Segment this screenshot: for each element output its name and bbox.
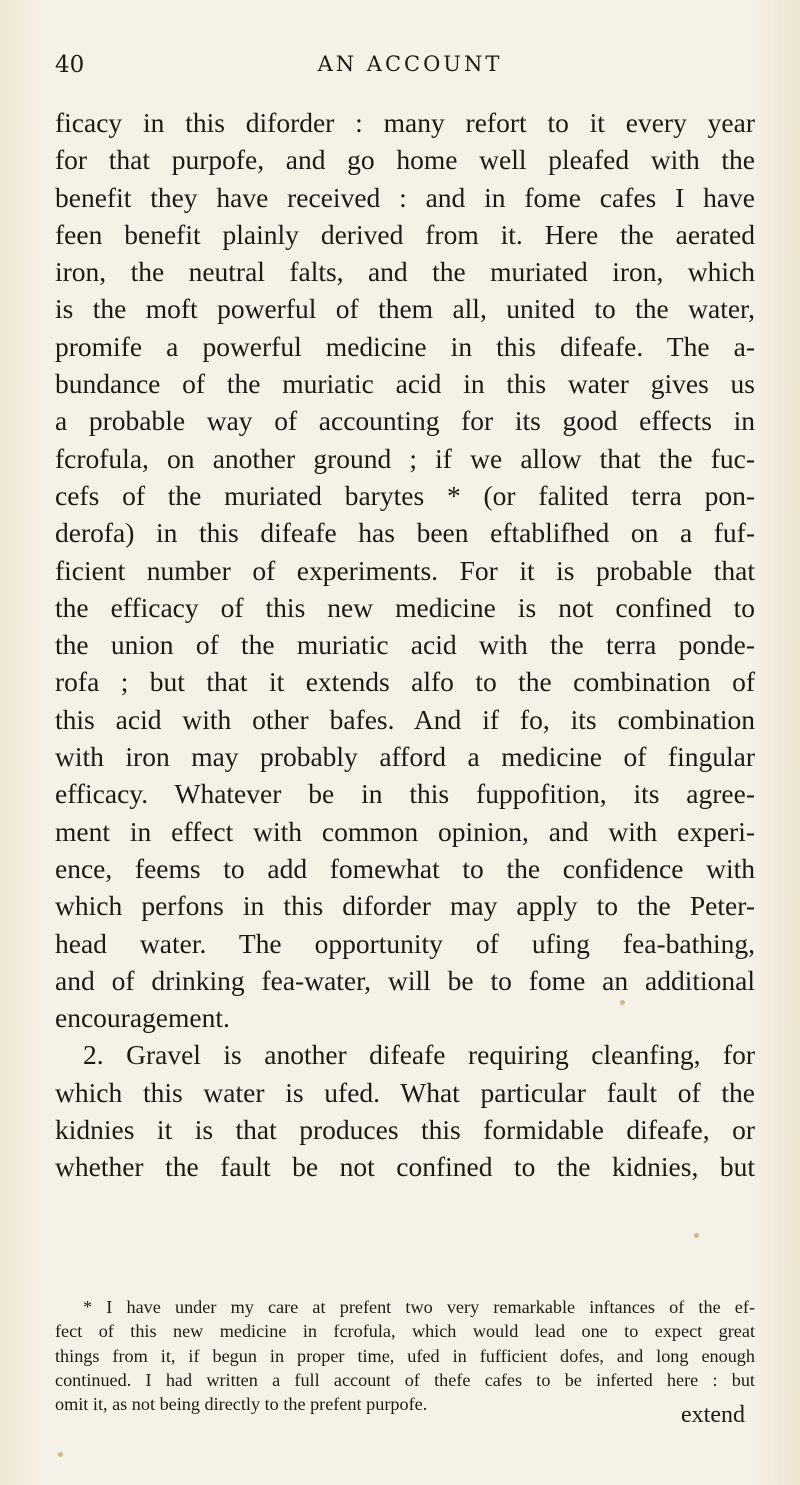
text-line: rofa ; but that it extends alfo to the combination of bbox=[55, 666, 755, 698]
text-line: iron, the neutral falts, and the muriated iron, which bbox=[55, 256, 755, 288]
text-line: efficacy. Whatever be in this fuppofition, its agree- bbox=[55, 778, 755, 810]
text-line: benefit they have received : and in fome cafes I have bbox=[55, 181, 755, 213]
text-line: which this water is ufed. What particular fault of the bbox=[55, 1076, 755, 1108]
text-line: head water. The opportunity of ufing fea-bathing, bbox=[55, 927, 755, 959]
footnote bbox=[55, 1295, 755, 1416]
text-line: which perfons in this diforder may apply to the Peter- bbox=[55, 890, 755, 922]
text-line: for that purpofe, and go home well pleafed with the bbox=[55, 144, 755, 176]
paper-speck bbox=[694, 1233, 699, 1238]
text-line: is the moft powerful of them all, united to the water, bbox=[55, 293, 755, 325]
text-line-paragraph-end: encouragement. bbox=[55, 1002, 230, 1034]
page-number: 40 bbox=[55, 52, 85, 78]
footnote-line: continued. I had written a full account of thefe cafes to be inferted here : but bbox=[55, 1369, 755, 1390]
text-line: kidnies it is that produces this formidable difeafe, or bbox=[55, 1114, 755, 1146]
catchword: extend bbox=[681, 1402, 745, 1428]
text-line-paragraph-start: 2. Gravel is another difeafe requiring cleanfing, for bbox=[83, 1039, 755, 1071]
text-line: ficient number of experiments. For it is probable that bbox=[55, 554, 755, 586]
text-line: feen benefit plainly derived from it. Here the aerated bbox=[55, 218, 755, 250]
text-line: cefs of the muriated barytes * (or falited terra pon- bbox=[55, 479, 755, 511]
text-line: ment in effect with common opinion, and with experi- bbox=[55, 815, 755, 847]
running-head: AN ACCOUNT bbox=[317, 52, 503, 76]
text-line: the efficacy of this new medicine is not confined to bbox=[55, 591, 755, 623]
text-line: a probable way of accounting for its good effects in bbox=[55, 405, 755, 437]
body-text bbox=[55, 104, 755, 1186]
page-header bbox=[55, 52, 745, 92]
text-line: and of drinking fea-water, will be to fome an additional bbox=[55, 964, 755, 996]
text-line: ficacy in this diforder : many refort to it every year bbox=[55, 107, 755, 138]
paper-speck bbox=[58, 1452, 63, 1457]
text-line: fcrofula, on another ground ; if we allow that the fuc- bbox=[55, 442, 755, 474]
text-line: this acid with other bafes. And if fo, its combination bbox=[55, 703, 755, 735]
footnote-line: * I have under my care at prefent two very remarkable inftances of the ef- bbox=[83, 1297, 755, 1317]
text-line: derofa) in this difeafe has been eftablifhed on a fuf- bbox=[55, 517, 755, 549]
text-line: bundance of the muriatic acid in this water gives us bbox=[55, 368, 755, 400]
footnote-line: fect of this new medicine in fcrofula, which would lead one to expect great bbox=[55, 1321, 755, 1342]
text-line: the union of the muriatic acid with the terra ponde- bbox=[55, 629, 755, 661]
footnote-line: things from it, if begun in proper time, ufed in fufficient dofes, and long enough bbox=[55, 1345, 755, 1366]
footnote-line: omit it, as not being directly to the prefent purpofe. bbox=[55, 1394, 428, 1415]
text-line: with iron may probably afford a medicine of fingular bbox=[55, 741, 755, 773]
text-line: promife a powerful medicine in this difeafe. The a- bbox=[55, 330, 755, 362]
paper-speck bbox=[620, 1000, 625, 1005]
text-line: ence, feems to add fomewhat to the confidence with bbox=[55, 852, 755, 884]
text-line: whether the fault be not confined to the kidnies, but bbox=[55, 1151, 755, 1183]
